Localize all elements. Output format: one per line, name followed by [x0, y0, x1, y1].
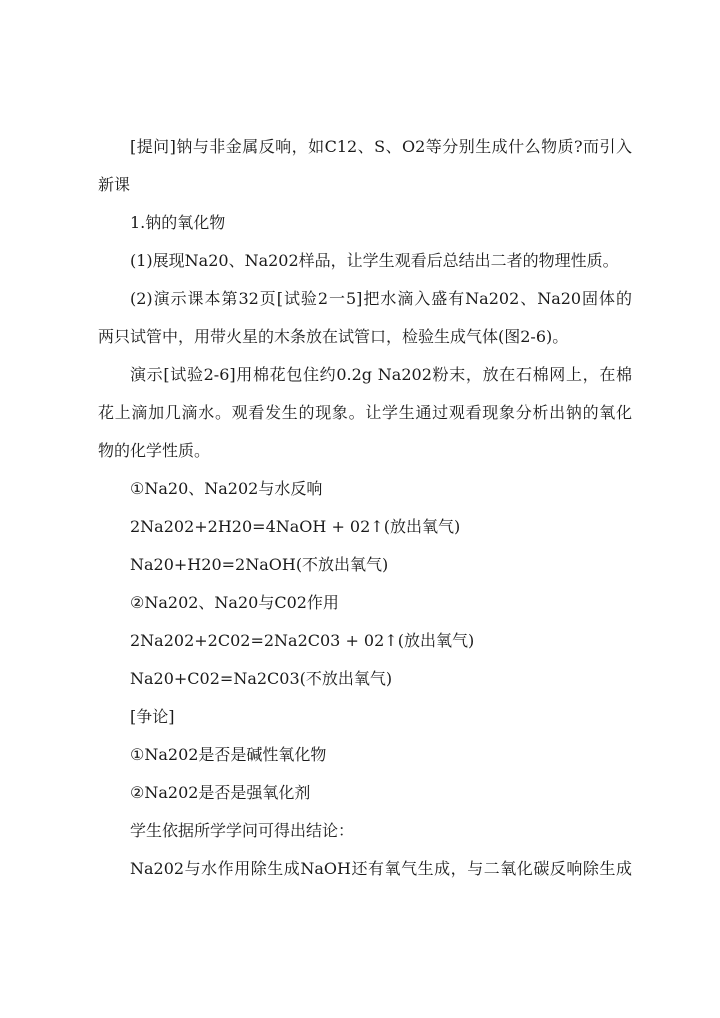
discussion-point-2: ②Na202是否是强氧化剂: [130, 783, 311, 802]
discussion-point-1: ①Na202是否是碱性氧化物: [130, 745, 327, 764]
conclusion-line-1: Na202与水作用除生成NaOH还有氧气生成，与二氧化碳反响除生成: [130, 859, 632, 878]
demo-experiment-line-2: 花上滴加几滴水。观看发生的现象。让学生通过观看现象分析出钠的氧化: [98, 403, 632, 422]
paragraph-question-line-1: [提问]钠与非金属反响，如C12、S、O2等分别生成什么物质?而引入: [130, 137, 632, 156]
equation-na2o-co2: Na20+C02=Na2C03(不放出氧气): [130, 669, 393, 688]
document-body: [98, 128, 632, 888]
conclusion-intro: 学生依据所学学问可得出结论：: [130, 821, 355, 840]
paragraph-question-line-2: 新课: [98, 175, 131, 194]
equation-na2o-water: Na20+H20=2NaOH(不放出氧气): [130, 555, 389, 574]
subheading-reaction-with-co2: ②Na202、Na20与C02作用: [130, 593, 339, 612]
demo-experiment-line-1: 演示[试验2-6]用棉花包住约0.2g Na202粉末，放在石棉网上，在棉: [130, 365, 632, 384]
subheading-reaction-with-water: ①Na20、Na202与水反响: [130, 479, 323, 498]
demo-experiment-line-3: 物的化学性质。: [98, 441, 211, 460]
discussion-heading: [争论]: [130, 707, 175, 726]
step-1-display-samples: (1)展现Na20、Na202样品，让学生观看后总结出二者的物理性质。: [130, 251, 619, 270]
equation-na2o2-water: 2Na202+2H20=4NaOH + 02↑(放出氧气): [130, 517, 461, 536]
equation-na2o2-co2: 2Na202+2C02=2Na2C03 + 02↑(放出氧气): [130, 631, 475, 650]
step-2-demo-line-1: (2)演示课本第32页[试验2一5]把水滴入盛有Na202、Na20固体的: [130, 289, 632, 308]
step-2-demo-line-2: 两只试管中，用带火星的木条放在试管口，检验生成气体(图2-6)。: [98, 327, 569, 346]
section-heading-sodium-oxides: 1.钠的氧化物: [130, 213, 226, 232]
